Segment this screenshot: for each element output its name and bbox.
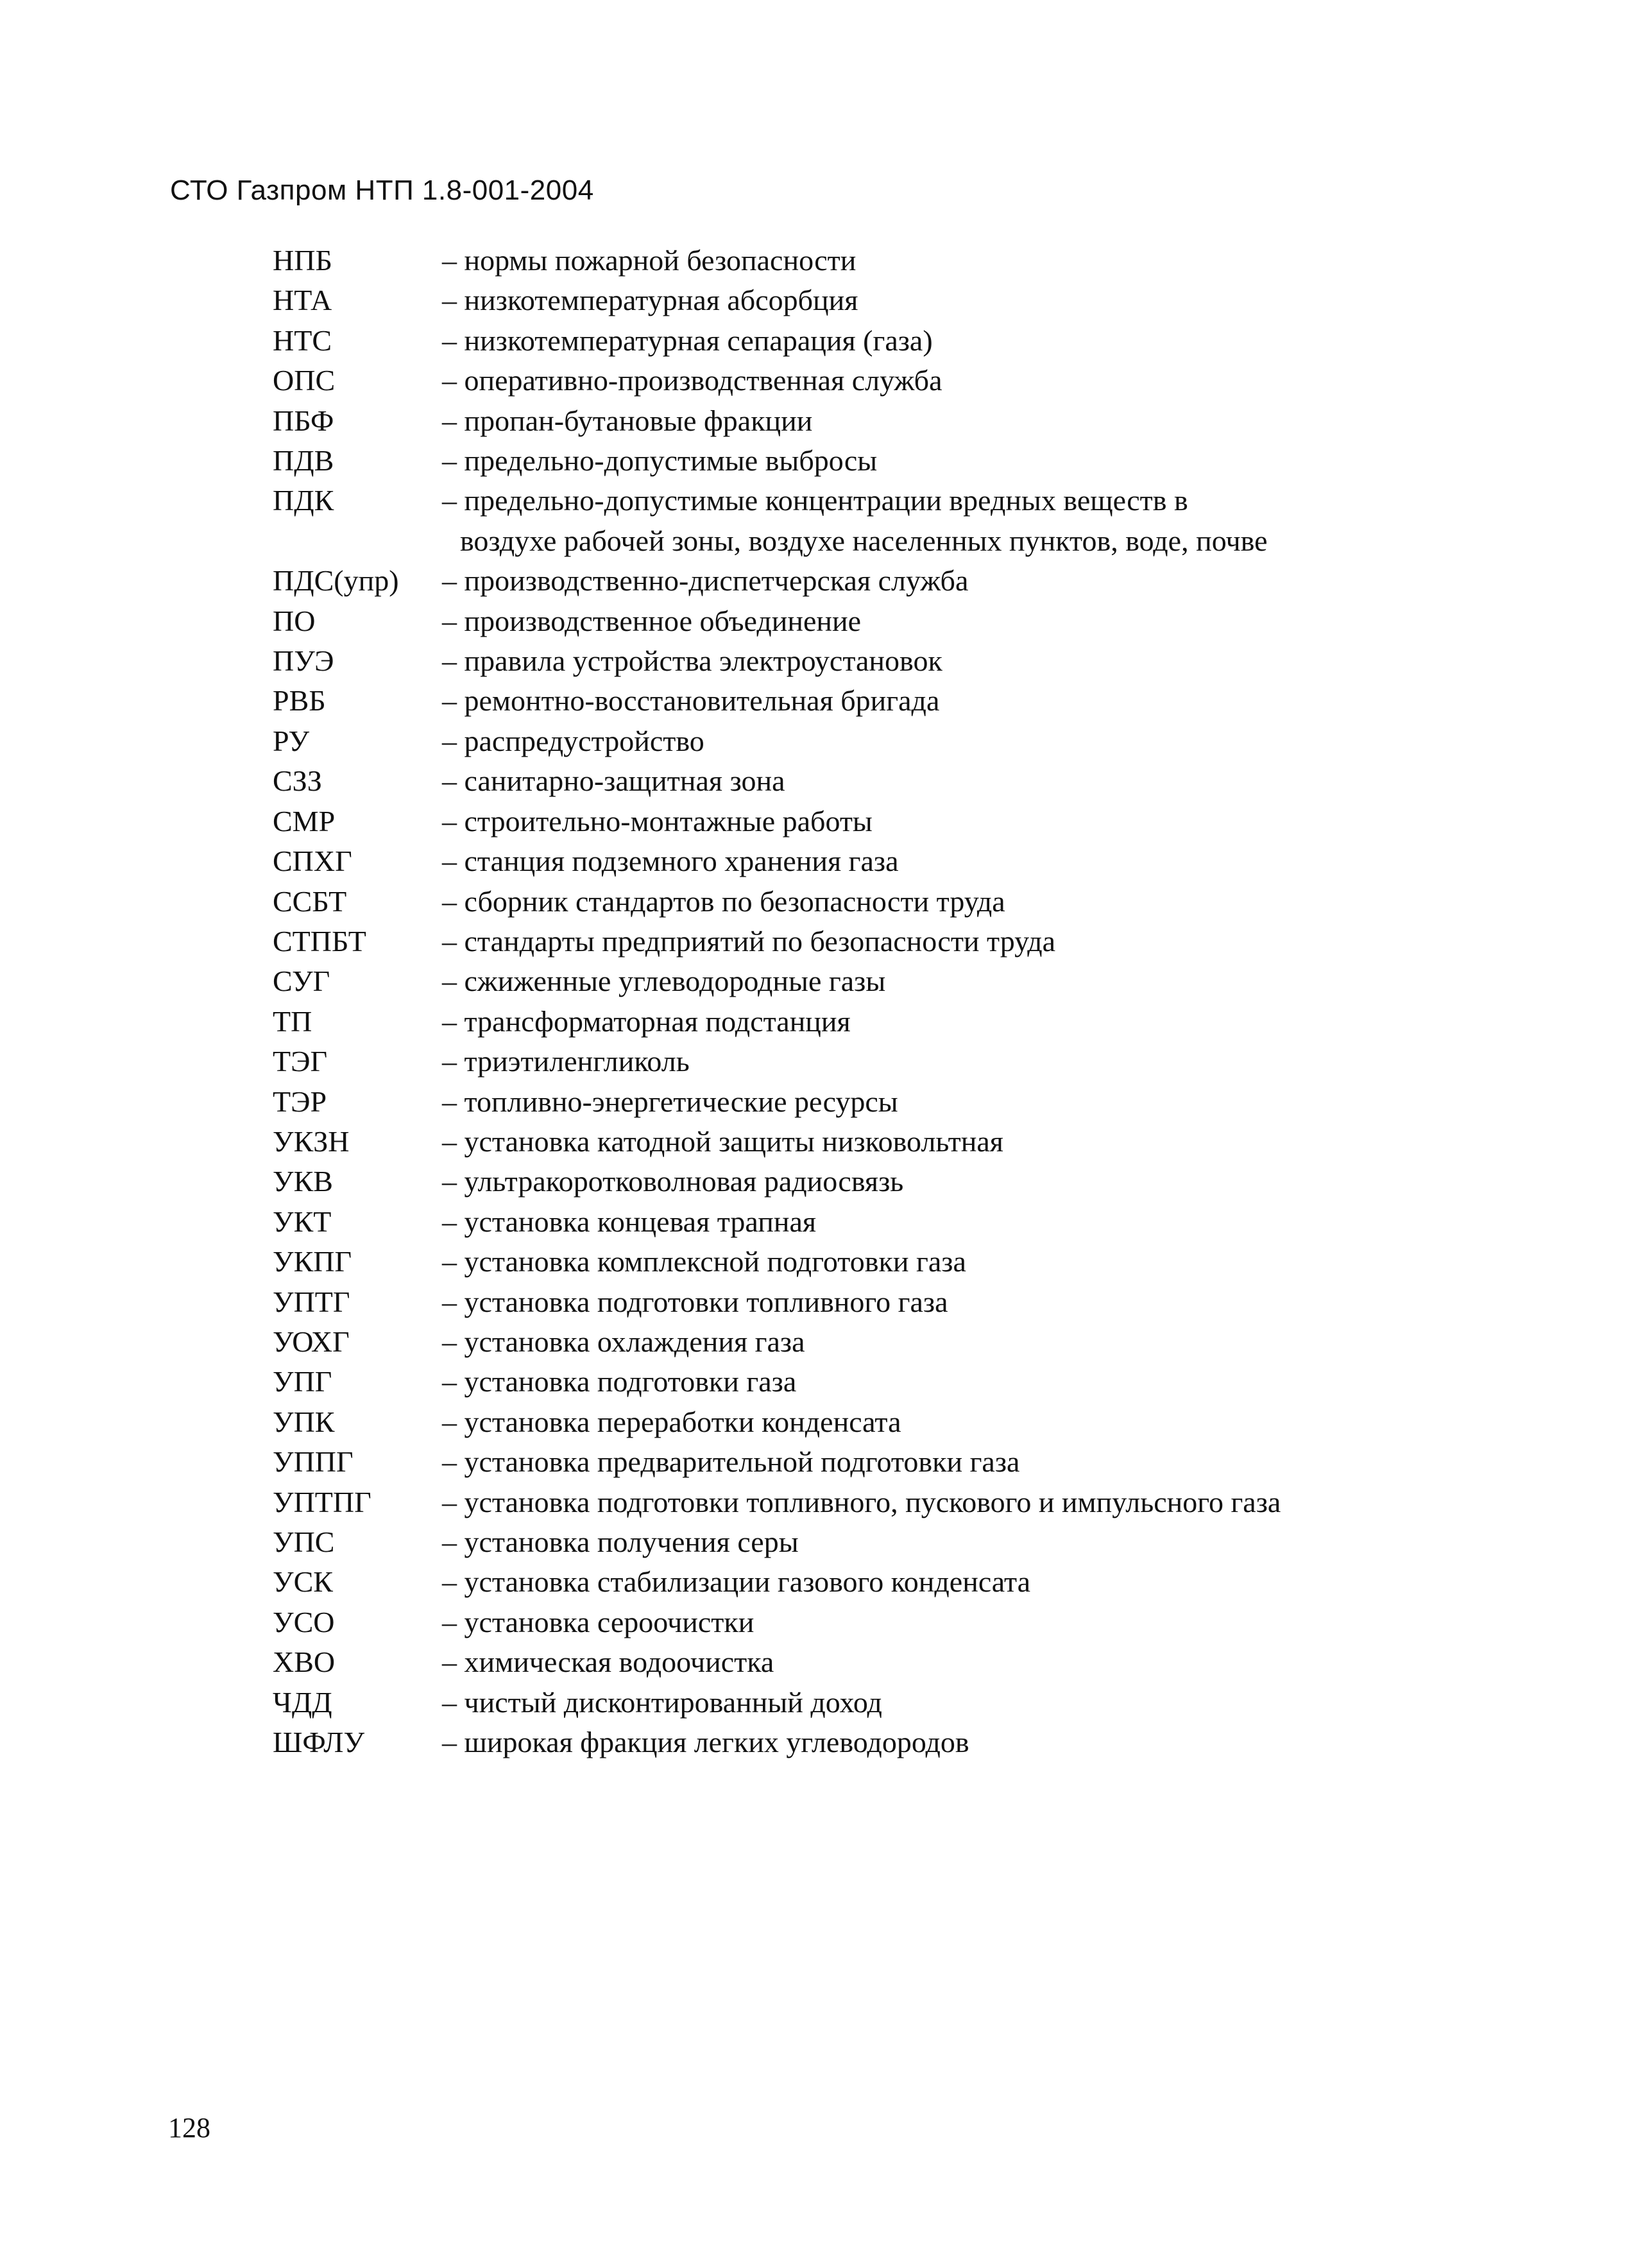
abbreviation-definition [442, 321, 1524, 361]
abbreviation-row [273, 361, 1524, 400]
abbreviation-definition [442, 961, 1524, 1001]
abbreviation-row [273, 1362, 1524, 1402]
abbreviation-term: СУГ [273, 965, 330, 998]
abbreviation-row [273, 882, 1524, 922]
abbreviation-term: УКЗН [273, 1124, 350, 1158]
abbreviation-definition [442, 1442, 1524, 1482]
abbreviation-definition [442, 761, 1524, 801]
abbreviation-definition-text: – чистый дисконтированный доход [442, 1685, 882, 1719]
abbreviation-term: НТА [273, 284, 332, 317]
abbreviation-definition-text: – производственное объединение [442, 604, 862, 637]
abbreviation-term: СЗЗ [273, 764, 322, 798]
abbreviation-definition-text: – стандарты предприятий по безопасности труда [442, 924, 1056, 958]
abbreviation-definition [442, 601, 1524, 641]
abbreviation-row [273, 961, 1524, 1001]
abbreviation-row [273, 1322, 1524, 1362]
abbreviation-row [273, 761, 1524, 801]
abbreviation-row [273, 1683, 1524, 1722]
abbreviation-row [273, 280, 1524, 320]
abbreviation-row [273, 1162, 1524, 1201]
abbreviation-term: НПБ [273, 244, 332, 277]
abbreviation-definition-text: – санитарно-защитная зона [442, 764, 785, 798]
abbreviation-term: ШФЛУ [273, 1726, 365, 1759]
abbreviation-definition-text: – станция подземного хранения газа [442, 845, 899, 878]
abbreviation-definition-text: – низкотемпературная сепарация (газа) [442, 323, 933, 357]
abbreviation-term: УОХГ [273, 1325, 350, 1358]
abbreviation-term: УПК [273, 1405, 335, 1438]
abbreviation-definition-text: – установка подготовки топливного газа [442, 1285, 948, 1318]
abbreviation-row [273, 401, 1524, 441]
abbreviation-term: СПХГ [273, 845, 352, 878]
abbreviation-row [273, 802, 1524, 841]
abbreviation-row [273, 1402, 1524, 1442]
abbreviation-definition-text: – сборник стандартов по безопасности труда [442, 884, 1005, 918]
abbreviation-definition [442, 1722, 1524, 1762]
abbreviation-term: УППГ [273, 1445, 354, 1479]
abbreviation-definition [442, 1602, 1524, 1642]
abbreviation-row [273, 1602, 1524, 1642]
abbreviation-row [273, 1242, 1524, 1282]
abbreviation-row [273, 1482, 1524, 1522]
abbreviation-definition [442, 1002, 1524, 1042]
abbreviation-definition [442, 481, 1524, 561]
abbreviation-definition-text: – производственно-диспетчерская служба [442, 564, 969, 597]
abbreviation-definition-text: – установка сероочистки [442, 1605, 754, 1638]
abbreviation-term: ОПС [273, 364, 336, 397]
abbreviation-definition-text: – ремонтно-восстановительная бригада [442, 684, 940, 717]
abbreviation-definition-text: – нормы пожарной безопасности [442, 244, 857, 277]
abbreviation-definition [442, 1082, 1524, 1122]
abbreviation-definition-text: – установка комплексной подготовки газа [442, 1245, 966, 1278]
abbreviation-term: ТЭР [273, 1085, 327, 1118]
abbreviation-definition [442, 401, 1524, 441]
abbreviation-term: ПДС(упр) [273, 564, 399, 597]
abbreviation-definition [442, 1162, 1524, 1201]
abbreviation-definition-text: – распредустройство [442, 724, 704, 757]
abbreviation-definition-text: – триэтиленгликоль [442, 1045, 690, 1078]
abbreviation-definition-text: – оперативно-производственная служба [442, 364, 942, 397]
abbreviation-definition-text: – топливно-энергетические ресурсы [442, 1085, 898, 1118]
abbreviation-definition [442, 280, 1524, 320]
abbreviation-definition [442, 922, 1524, 961]
abbreviation-term: РВБ [273, 684, 326, 717]
abbreviation-row [273, 1282, 1524, 1322]
abbreviation-definition-text: – установка катодной защиты низковольтная [442, 1124, 1003, 1158]
abbreviation-definition [442, 1683, 1524, 1722]
abbreviation-row [273, 241, 1524, 280]
abbreviation-definition [442, 721, 1524, 761]
abbreviation-definition-text: – предельно-допустимые выбросы [442, 444, 878, 477]
abbreviation-row [273, 1642, 1524, 1682]
abbreviation-row [273, 1562, 1524, 1602]
abbreviation-row [273, 841, 1524, 881]
abbreviation-term: ССБТ [273, 884, 347, 918]
abbreviation-definition [442, 241, 1524, 280]
abbreviation-definition [442, 1482, 1524, 1522]
abbreviation-definition [442, 361, 1524, 400]
abbreviation-row [273, 601, 1524, 641]
abbreviation-definition [442, 1402, 1524, 1442]
abbreviation-term: ПДВ [273, 444, 334, 477]
abbreviation-term: СМР [273, 804, 336, 838]
abbreviation-definition [442, 882, 1524, 922]
abbreviation-definition-text: – низкотемпературная абсорбция [442, 284, 858, 317]
abbreviation-definition-continuation: воздухе рабочей зоны, воздухе населенных пунктов, воде, почве [460, 524, 1268, 557]
abbreviation-definition-text: – установка стабилизации газового конденсата [442, 1565, 1031, 1599]
abbreviation-definition-text: – установка концевая трапная [442, 1205, 817, 1238]
abbreviation-definition-text: – химическая водоочистка [442, 1645, 774, 1679]
abbreviation-definition [442, 1242, 1524, 1282]
abbreviation-term: СТПБТ [273, 924, 366, 958]
abbreviation-row [273, 1002, 1524, 1042]
page-number: 128 [168, 2112, 210, 2143]
abbreviation-definition [442, 1362, 1524, 1402]
abbreviation-definition-text: – правила устройства электроустановок [442, 644, 942, 678]
abbreviation-row [273, 1202, 1524, 1242]
abbreviation-definition [442, 1202, 1524, 1242]
abbreviation-term: УПТПГ [273, 1485, 371, 1518]
abbreviation-row [273, 1042, 1524, 1081]
abbreviation-definition-text: – сжиженные углеводородные газы [442, 965, 886, 998]
abbreviation-row [273, 441, 1524, 481]
abbreviation-term: УПС [273, 1525, 335, 1558]
abbreviation-definition-text: – ультракоротковолновая радиосвязь [442, 1165, 904, 1198]
abbreviation-definition [442, 841, 1524, 881]
abbreviation-term: ЧДД [273, 1685, 332, 1719]
abbreviation-list [273, 241, 1524, 1762]
abbreviation-definition-text: – широкая фракция легких углеводородов [442, 1726, 969, 1759]
page-header: СТО Газпром НТП 1.8-001-2004 [170, 175, 594, 206]
abbreviation-term: УСО [273, 1605, 335, 1638]
abbreviation-term: ПБФ [273, 404, 334, 437]
abbreviation-term: УКПГ [273, 1245, 352, 1278]
abbreviation-definition [442, 641, 1524, 681]
abbreviation-definition [442, 1562, 1524, 1602]
abbreviation-definition-text: – строительно-монтажные работы [442, 804, 873, 838]
abbreviation-term: ХВО [273, 1645, 336, 1679]
abbreviation-definition [442, 1522, 1524, 1562]
abbreviation-definition-text: – предельно-допустимые концентрации вредных веществ в [442, 484, 1188, 517]
abbreviation-definition [442, 561, 1524, 601]
abbreviation-row [273, 922, 1524, 961]
abbreviation-row [273, 1442, 1524, 1482]
abbreviation-definition-text: – установка охлаждения газа [442, 1325, 805, 1358]
abbreviation-definition-text: – пропан-бутановые фракции [442, 404, 813, 437]
abbreviation-term: УСК [273, 1565, 333, 1599]
abbreviation-definition [442, 1282, 1524, 1322]
abbreviation-term: ТЭГ [273, 1045, 328, 1078]
abbreviation-definition [442, 1122, 1524, 1162]
abbreviation-definition-text: – трансформаторная подстанция [442, 1004, 851, 1038]
abbreviation-definition-text: – установка переработки конденсата [442, 1405, 901, 1438]
abbreviation-row [273, 1082, 1524, 1122]
abbreviation-definition [442, 681, 1524, 721]
abbreviation-term: ПУЭ [273, 644, 334, 678]
abbreviation-term: ТП [273, 1004, 312, 1038]
abbreviation-definition-text: – установка получения серы [442, 1525, 799, 1558]
abbreviation-row [273, 481, 1524, 561]
abbreviation-term: УКВ [273, 1165, 333, 1198]
abbreviation-row [273, 681, 1524, 721]
abbreviation-term: ПДК [273, 484, 334, 517]
abbreviation-row [273, 1522, 1524, 1562]
abbreviation-row [273, 1122, 1524, 1162]
abbreviation-term: НТС [273, 323, 332, 357]
abbreviation-term: РУ [273, 724, 310, 757]
abbreviation-row [273, 1722, 1524, 1762]
abbreviation-definition-text: – установка предварительной подготовки газа [442, 1445, 1020, 1479]
abbreviation-row [273, 321, 1524, 361]
abbreviation-term: УПТГ [273, 1285, 350, 1318]
abbreviation-term: УПГ [273, 1365, 332, 1398]
abbreviation-definition-text: – установка подготовки топливного, пускового и импульсного газа [442, 1485, 1281, 1518]
abbreviation-term: УКТ [273, 1205, 332, 1238]
abbreviation-definition [442, 441, 1524, 481]
abbreviation-definition [442, 1642, 1524, 1682]
abbreviation-definition [442, 1042, 1524, 1081]
abbreviation-definition [442, 1322, 1524, 1362]
abbreviation-definition-text: – установка подготовки газа [442, 1365, 797, 1398]
abbreviation-definition [442, 802, 1524, 841]
abbreviation-row [273, 561, 1524, 601]
abbreviation-row [273, 721, 1524, 761]
abbreviation-row [273, 641, 1524, 681]
abbreviation-term: ПО [273, 604, 316, 637]
